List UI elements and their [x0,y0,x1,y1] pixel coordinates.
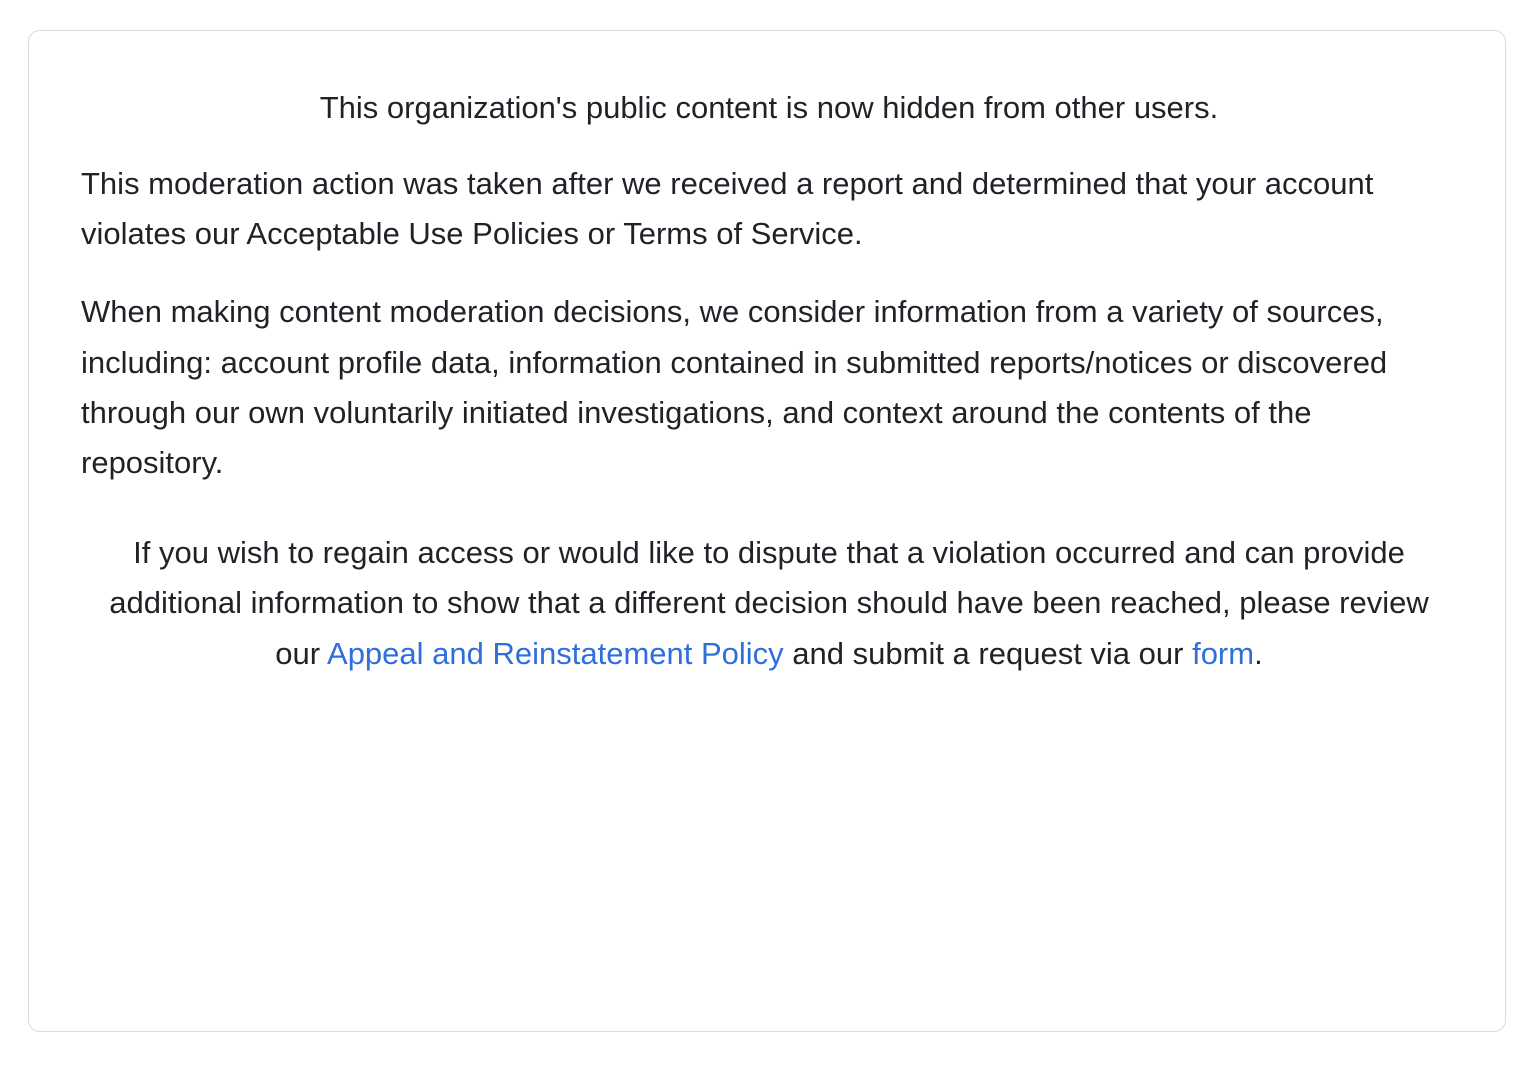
notice-heading: This organization's public content is now hidden from other users. [319,90,1219,125]
appeal-text-before: If you wish to regain access or would like to dispute that a violation occurred and can provide additional information to show that a different decision should have been reached, please review our [109,535,1429,671]
notice-paragraph-decision-sources: When making content moderation decisions, we consider information from a variety of sources, including: account profile data, information contained in submitted reports/notices or discovered through our own voluntarily initiated investigations, and context around the contents of the repository. [81,294,1388,480]
form-link[interactable]: form [1192,635,1255,671]
moderation-notice-card [28,30,1506,1032]
appeal-text-middle: and submit a request via our [783,635,1193,671]
appeal-text-after: . [1254,635,1263,671]
notice-paragraph-moderation-action: This moderation action was taken after we received a report and determined that your account violates our Acceptable Use Policies or Terms of Service. [81,165,1374,252]
notice-paragraph-appeal [81,528,1457,679]
appeal-and-reinstatement-policy-link[interactable]: Appeal and Reinstatement Policy [327,635,784,671]
